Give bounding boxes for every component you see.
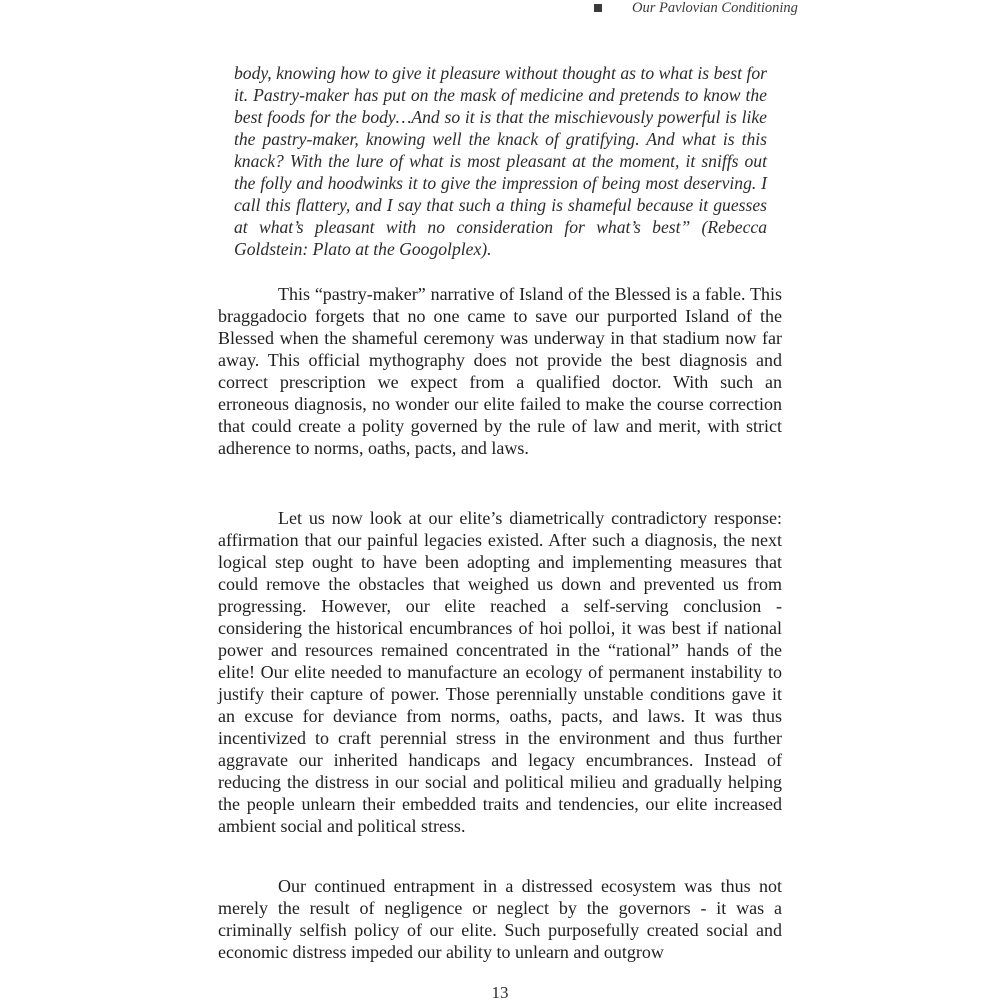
paragraph xyxy=(218,507,782,837)
paragraph-text: Our continued entrapment in a distressed ecosystem was thus not merely the result of negligence or neglect by the governors - it was a criminally selfish policy of our elite. Such purposefully created social and economic distress impeded our ability to unlearn and outgrow xyxy=(218,876,782,962)
paragraph-text: Let us now look at our elite’s diametrically contradictory response: affirmation that our painful legacies existed. After such a diagnosis, the next logical step ought to have been adopting and implementing measures that could remove the obstacles that weighed us down and prevented us from progressing. However, our elite reached a self-serving conclusion - considering the historical encumbrances of hoi polloi, it was best if national power and resources remained concentrated in the “rational” hands of the elite! Our elite needed to manufacture an ecology of permanent instability to justify their capture of power. Those perennially unstable conditions gave it an excuse for deviance from norms, oaths, pacts, and laws. It was thus incentivized to craft perennial stress in the environment and thus further aggravate our inherited handicaps and legacy encumbrances. Instead of reducing the distress in our social and political milieu and gradually helping the people unlearn their embedded traits and tendencies, our elite increased ambient social and political stress. xyxy=(218,508,782,836)
running-head-title: Our Pavlovian Conditioning xyxy=(632,0,798,16)
running-head xyxy=(594,0,798,18)
paragraph xyxy=(218,875,782,963)
page-number: 13 xyxy=(491,983,509,1002)
paragraph xyxy=(218,283,782,459)
block-quote: body, knowing how to give it pleasure without thought as to what is best for it. Pastry-maker has put on the mask of medicine and pretends to know the best foods for the body…And so it is that the mischievously powerful is like the pastry-maker, knowing well the knack of gratifying. And what is this knack? With the lure of what is most pleasant at the moment, it sniffs out the folly and hoodwinks it to give the impression of being most deserving. I call this flattery, and I say that such a thing is shameful because it guesses at what’s pleasant with no consideration for what’s best” (Rebecca Goldstein: Plato at the Googolplex). xyxy=(234,63,767,259)
square-bullet-icon xyxy=(594,4,602,12)
paragraph-text: This “pastry-maker” narrative of Island of the Blessed is a fable. This braggadocio forgets that no one came to save our purported Island of the Blessed when the shameful ceremony was underway in that stadium now far away. This official mythography does not provide the best diagnosis and correct prescription we expect from a qualified doctor. With such an erroneous diagnosis, no wonder our elite failed to make the course correction that could create a polity governed by the rule of law and merit, with strict adherence to norms, oaths, pacts, and laws. xyxy=(218,284,782,458)
